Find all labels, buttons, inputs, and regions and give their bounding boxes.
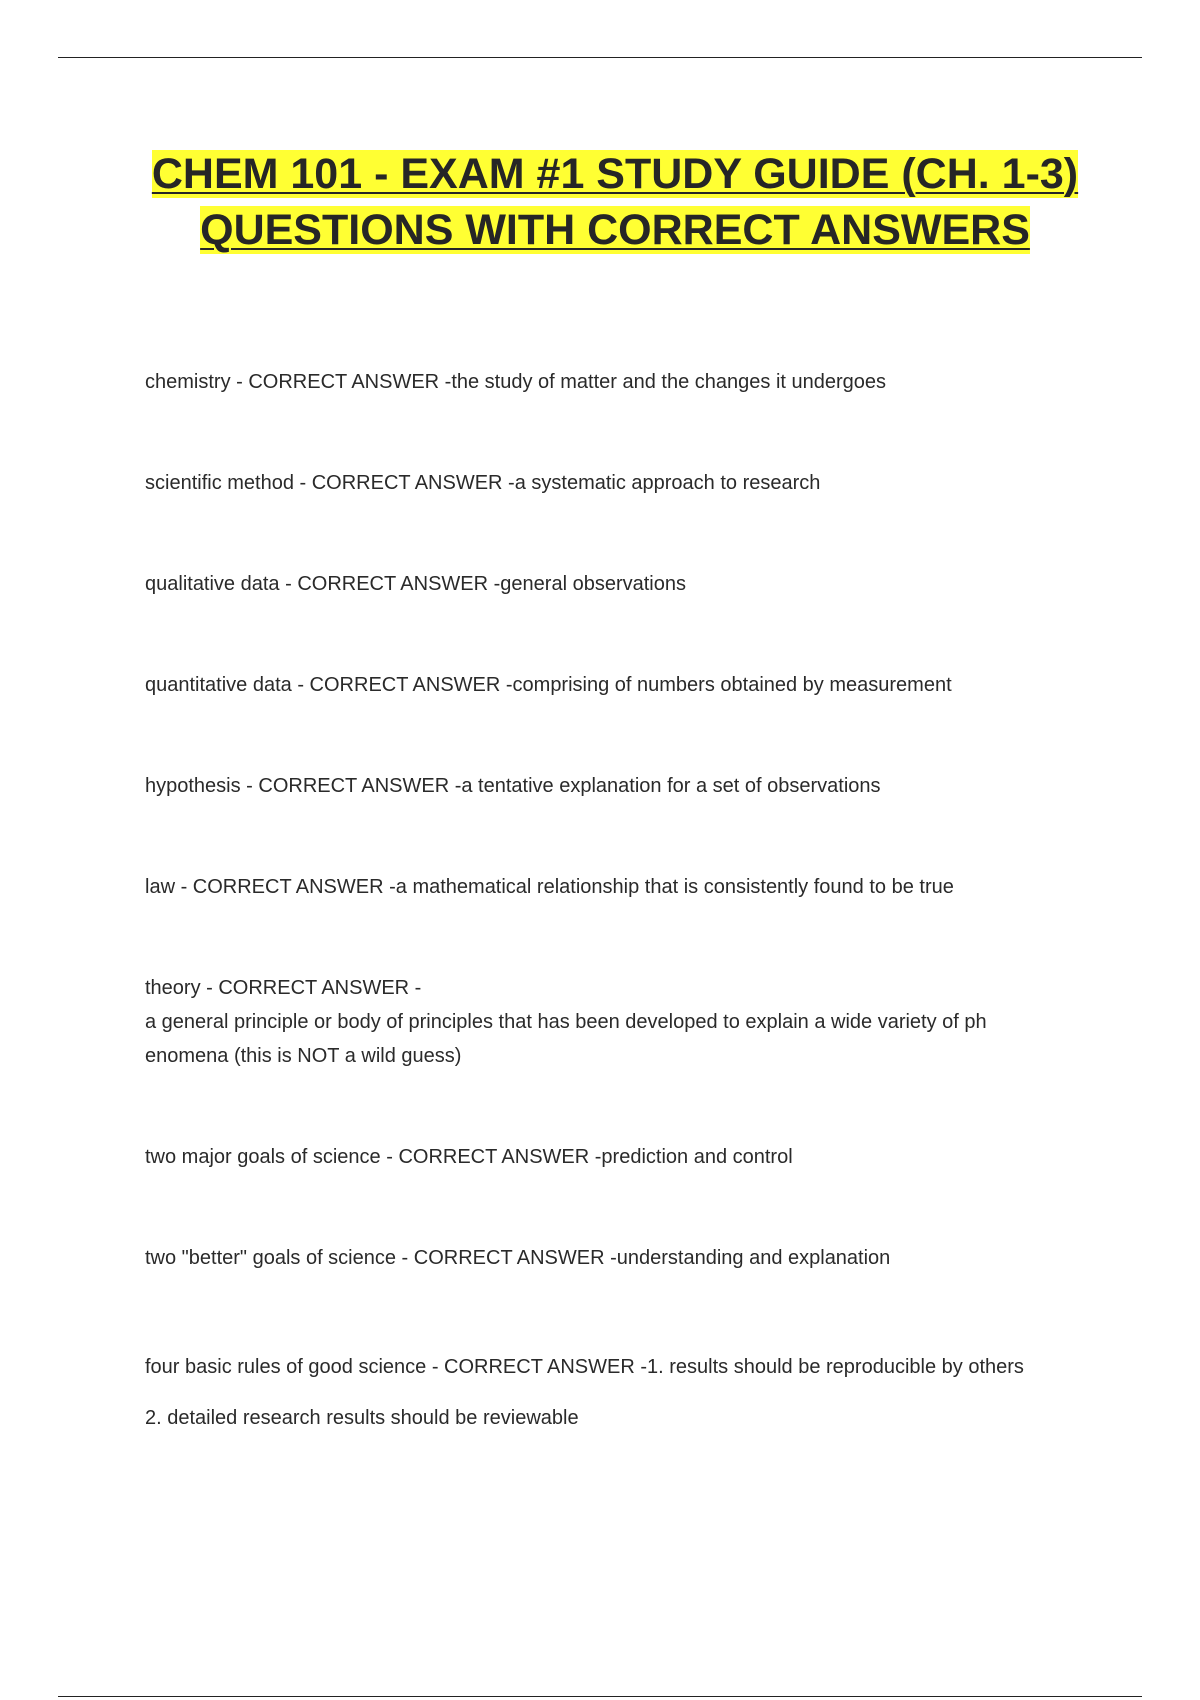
bottom-rule [58,1696,1142,1697]
qa-text-line: four basic rules of good science - CORRECT ANSWER -1. results should be reproducible by others [145,1356,1024,1378]
qa-entry [145,668,1095,702]
top-rule [58,57,1142,58]
qa-entry [145,870,1095,904]
qa-entry [145,769,1095,803]
qa-entry [145,1140,1095,1174]
qa-text-line: 2. detailed research results should be reviewable [145,1407,579,1429]
qa-text-line: enomena (this is NOT a wild guess) [145,1045,462,1067]
qa-text: scientific method - CORRECT ANSWER -a systematic approach to research [145,472,821,494]
qa-entry [145,567,1095,601]
qa-entry [145,365,1095,399]
qa-text: hypothesis - CORRECT ANSWER -a tentative explanation for a set of observations [145,775,881,797]
document-title-text: CHEM 101 - EXAM #1 STUDY GUIDE (CH. 1-3) QUESTIONS WITH CORRECT ANSWERS [151,150,1079,254]
qa-text: two "better" goals of science - CORRECT ANSWER -understanding and explanation [145,1247,891,1269]
qa-entry-theory [145,971,1095,1073]
qa-text: chemistry - CORRECT ANSWER -the study of matter and the changes it undergoes [145,371,887,393]
qa-entry [145,466,1095,500]
document-title [120,146,1110,258]
qa-text: law - CORRECT ANSWER -a mathematical relationship that is consistently found to be true [145,876,954,898]
qa-text-line: theory - CORRECT ANSWER - [145,977,422,999]
qa-entry-rules [145,1342,1095,1444]
qa-entry [145,1241,1095,1275]
qa-text: qualitative data - CORRECT ANSWER -general observations [145,573,686,595]
qa-text-line: a general principle or body of principles that has been developed to explain a wide variety of ph [145,1011,987,1033]
qa-text: quantitative data - CORRECT ANSWER -comprising of numbers obtained by measurement [145,674,952,696]
qa-text: two major goals of science - CORRECT ANSWER -prediction and control [145,1146,793,1168]
